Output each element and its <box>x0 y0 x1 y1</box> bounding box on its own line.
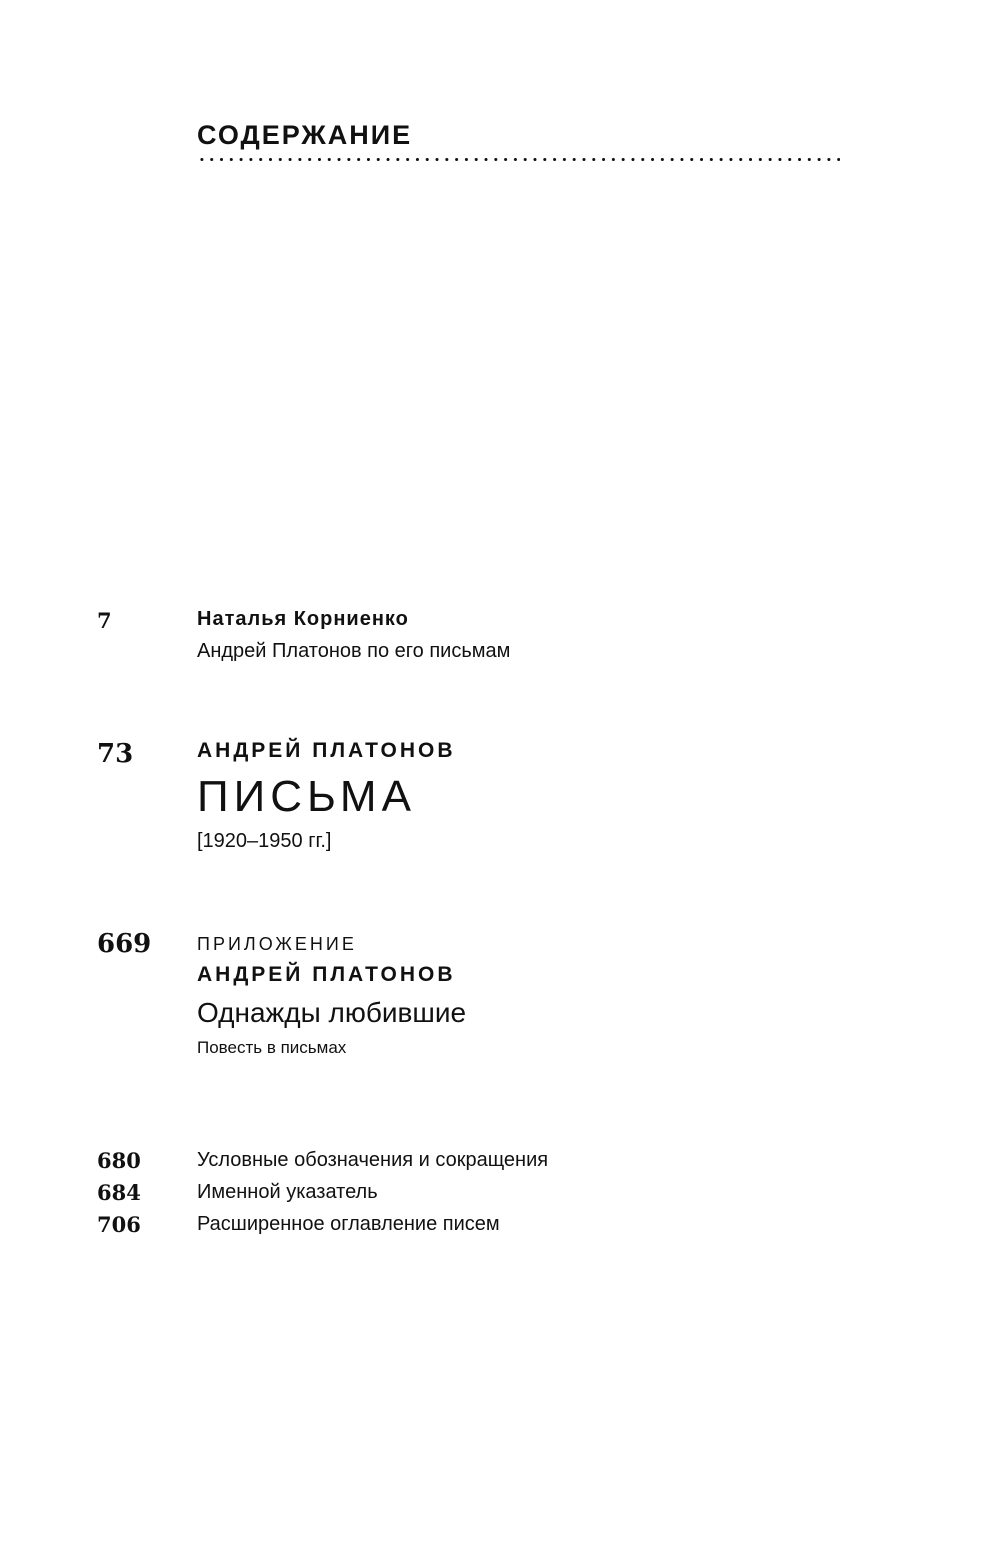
entry-page-number: 7 <box>97 608 112 633</box>
entry-page-number: 73 <box>97 739 134 769</box>
entry-subtitle: [1920–1950 гг.] <box>197 830 332 852</box>
list-item: Именной указатель <box>197 1181 378 1203</box>
entry-title: ПИСЬМА <box>197 772 416 821</box>
dotted-divider <box>197 157 840 162</box>
entry-title: Андрей Платонов по его письмам <box>197 640 511 662</box>
entry-author: АНДРЕЙ ПЛАТОНОВ <box>197 963 456 986</box>
page-title: СОДЕРЖАНИЕ <box>197 120 413 150</box>
list-page-number: 680 <box>97 1148 141 1173</box>
appendix-label: ПРИЛОЖЕНИЕ <box>197 934 357 954</box>
entry-author: Наталья Корниенко <box>197 608 409 630</box>
entry-title: Однажды любившие <box>197 997 467 1028</box>
entry-author: АНДРЕЙ ПЛАТОНОВ <box>197 739 456 762</box>
list-item: Условные обозначения и сокращения <box>197 1149 549 1171</box>
entry-subtitle: Повесть в письмах <box>197 1038 347 1057</box>
list-page-number: 706 <box>97 1212 141 1237</box>
list-page-number: 684 <box>97 1180 141 1205</box>
entry-page-number: 669 <box>97 929 152 959</box>
list-item: Расширенное оглавление писем <box>197 1213 500 1235</box>
